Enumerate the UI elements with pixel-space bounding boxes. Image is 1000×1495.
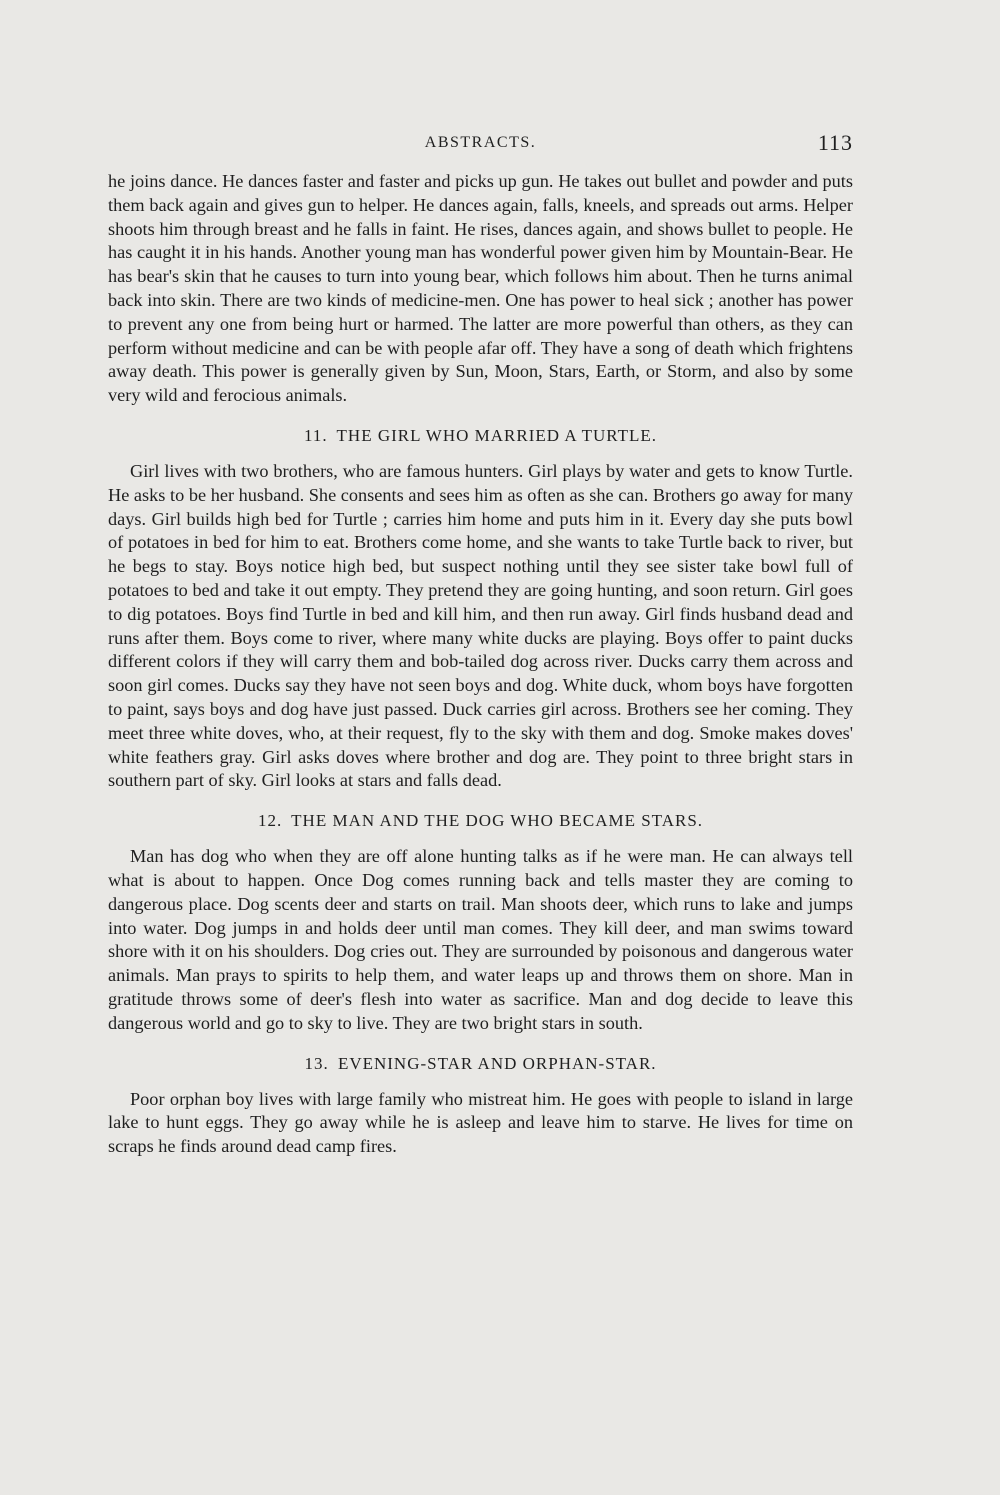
section-number: 13. (304, 1053, 329, 1073)
running-title: ABSTRACTS. (424, 134, 537, 151)
section-number: 11. (303, 425, 328, 445)
opening-paragraph: he joins dance. He dances faster and faster and picks up gun. He takes out bullet and powder and puts them back again and gives gun to helper. He dances again, falls, kneels, and spreads out arms. Helper shoots him through breast and he falls in faint. He rises, dances again, and shows bullet to people. He has caught it in his hands. Another young man has wonderful power given him by Mountain-Bear. He has bear's skin that he causes to turn into young bear, which follows him about. Then he turns animal back into skin. There are two kinds of medicine-men. One has power to heal sick ; another has power to prevent any one from being hurt or harmed. The latter are more powerful than others, as they can perform without medicine and can be with people afar off. They have a song of death which frightens away death. This power is generally given by Sun, Moon, Stars, Earth, or Storm, and also by some very wild and ferocious animals. (108, 171, 853, 406)
page-number: 113 (817, 130, 853, 155)
section-number: 12. (257, 811, 283, 831)
running-head (108, 130, 853, 158)
section-paragraph-12: Man has dog who when they are off alone hunting talks as if he were man. He can always tell what is about to happen. Once Dog comes running back and tells master they are coming to dangerous place. Dog scents deer and starts on trail. Man shoots deer, which runs to lake and jumps into water. Dog jumps in and holds deer until man comes. They kill deer, and man swims toward shore with it on his shoulders. Dog cries out. They are surrounded by poisonous and dangerous water animals. Man prays to spirits to help them, and water leaps up and throws them on shore. Man in gratitude throws some of deer's flesh into water as sacrifice. Man and dog decide to leave this dangerous world and go to sky to live. They are two bright stars in south. (108, 846, 853, 1033)
section-heading-12 (108, 809, 853, 833)
section-heading-11 (108, 424, 853, 448)
page-content (108, 170, 853, 1159)
section-title: THE MAN AND THE DOG WHO BECAME STARS. (291, 811, 704, 831)
section-paragraph-13: Poor orphan boy lives with large family who mistreat him. He goes with people to island in large lake to hunt eggs. They go away while he is asleep and leave him to starve. He lives for time on scraps he finds around dead camp fires. (108, 1088, 853, 1157)
section-title: EVENING-STAR AND ORPHAN-STAR. (337, 1053, 657, 1073)
section-title: THE GIRL WHO MARRIED A TURTLE. (336, 425, 658, 445)
section-paragraph-11: Girl lives with two brothers, who are famous hunters. Girl plays by water and gets to know Turtle. He asks to be her husband. She consents and sees him as often as she can. Brothers go away for many days. Girl builds high bed for Turtle ; carries him home and puts him in it. Every day she puts bowl of potatoes in bed for him to eat. Brothers come home, and she wants to take Turtle back to river, but he begs to stay. Boys notice high bed, but suspect nothing until they see sister take bowl full of potatoes to bed and take it out empty. They pretend they are going hunting, and soon return. Girl goes to dig potatoes. Boys find Turtle in bed and kill him, and then run away. Girl finds husband dead and runs after them. Boys come to river, where many white ducks are playing. Boys offer to paint ducks different colors if they will carry them and bob-tailed dog across river. Ducks carry them across and soon girl comes. Ducks say they have not seen boys and dog. White duck, whom boys have forgotten to paint, says boys and dog have just passed. Duck carries girl across. Brothers see her coming. They meet three white doves, who, at their request, fly to the sky with them and dog. Smoke makes doves' white feathers gray. Girl asks doves where brother and dog are. They point to three bright stars in southern part of sky. Girl looks at stars and falls dead. (108, 460, 853, 791)
section-heading-13 (108, 1052, 853, 1076)
